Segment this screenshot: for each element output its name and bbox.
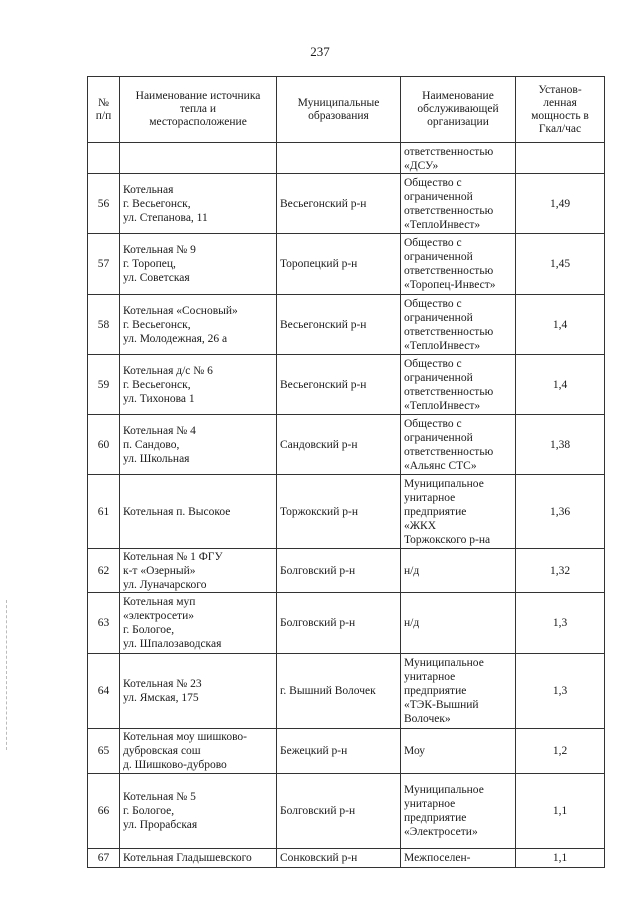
- capacity-cell: 1,38: [516, 415, 605, 475]
- heat-source-line: ул. Прорабская: [123, 819, 198, 831]
- organization-line: «Торопец-Инвест»: [404, 279, 496, 291]
- organization-line: Торжокского р-на: [404, 533, 491, 546]
- scan-margin-marks: [6, 600, 9, 750]
- organization-line: н/д: [404, 564, 420, 577]
- header-line: Наименование источника: [135, 90, 261, 102]
- organization-line: «ЖКХ: [404, 519, 437, 532]
- municipality-cell: Болговский р-н: [277, 774, 401, 849]
- row-number: 56: [88, 174, 120, 234]
- municipality-cell: Весьегонский р-н: [277, 174, 401, 234]
- heat-source-cell: [120, 143, 277, 174]
- organization-line: Моу: [404, 745, 426, 757]
- table-row: [88, 654, 605, 729]
- municipality-cell: г. Вышний Волочек: [277, 654, 401, 729]
- organization-line: предприятие: [404, 505, 467, 518]
- row-number: 65: [88, 729, 120, 774]
- row-number: 62: [88, 549, 120, 593]
- organization-line: унитарное: [404, 671, 456, 683]
- heat-source-cell: [120, 849, 277, 868]
- organization-line: ограниченной: [404, 190, 473, 203]
- organization-line: «ТеплоИнвест»: [404, 399, 481, 412]
- heat-source-line: Котельная № 5: [123, 791, 196, 803]
- capacity-cell: 1,32: [516, 549, 605, 593]
- heat-source-cell: [120, 174, 277, 234]
- heat-source-cell: [120, 234, 277, 295]
- heat-source-line: г. Весьегонск,: [123, 197, 191, 210]
- organization-line: Муниципальное: [404, 477, 484, 490]
- organization-line: ответственностью: [404, 325, 494, 338]
- municipality-cell: Бежецкий р-н: [277, 729, 401, 774]
- heat-source-line: Котельная Гладышевского: [123, 852, 252, 864]
- heat-source-cell: [120, 295, 277, 355]
- header-line: Гкал/час: [538, 122, 582, 135]
- row-number: 58: [88, 295, 120, 355]
- organization-cell: [401, 475, 516, 549]
- table-row: [88, 549, 605, 593]
- heat-source-line: «электросети»: [123, 610, 194, 622]
- organization-line: ответственностью: [404, 265, 494, 277]
- header-capacity: [516, 77, 605, 143]
- table-header-row: [88, 77, 605, 143]
- header-line: Муниципальные: [297, 96, 380, 109]
- organization-line: ответственностью: [404, 445, 494, 458]
- organization-line: Волочек»: [404, 713, 451, 725]
- row-number: 57: [88, 234, 120, 295]
- header-line: Установ-: [538, 83, 582, 96]
- row-number: 67: [88, 849, 120, 868]
- row-number: 64: [88, 654, 120, 729]
- heat-source-line: Котельная муп: [123, 596, 196, 608]
- organization-line: «ТеплоИнвест»: [404, 218, 481, 231]
- table-row: [88, 849, 605, 868]
- capacity-cell: 1,4: [516, 355, 605, 415]
- heat-source-line: ул. Советская: [123, 272, 190, 284]
- row-number: 63: [88, 593, 120, 654]
- organization-cell: [401, 549, 516, 593]
- heat-source-line: п. Сандово,: [123, 438, 180, 451]
- table-row: [88, 143, 605, 174]
- header-line: месторасположение: [149, 116, 247, 128]
- organization-line: Муниципальное: [404, 657, 484, 669]
- organization-cell: [401, 654, 516, 729]
- municipality-cell: Торопецкий р-н: [277, 234, 401, 295]
- heat-source-line: ул. Ямская, 175: [123, 692, 199, 704]
- heat-source-line: ул. Молодежная, 26 а: [123, 332, 228, 345]
- capacity-cell: 1,1: [516, 774, 605, 849]
- organization-line: ответственностью: [404, 204, 494, 217]
- organization-line: «ТеплоИнвест»: [404, 339, 481, 352]
- table-row: [88, 174, 605, 234]
- heat-source-cell: [120, 729, 277, 774]
- organization-line: «Электросети»: [404, 826, 478, 838]
- organization-cell: [401, 415, 516, 475]
- heat-source-line: г. Бологое,: [123, 624, 175, 636]
- municipality-cell: Весьегонский р-н: [277, 295, 401, 355]
- organization-line: ответственностью: [404, 385, 494, 398]
- heat-source-cell: [120, 654, 277, 729]
- row-number: [88, 143, 120, 174]
- organization-line: унитарное: [404, 491, 456, 504]
- organization-cell: [401, 295, 516, 355]
- heat-source-line: д. Шишково-дуброво: [123, 759, 227, 771]
- organization-line: Межпоселен-: [404, 852, 471, 864]
- header-municipality: [277, 77, 401, 143]
- row-number: 66: [88, 774, 120, 849]
- heat-source-cell: [120, 355, 277, 415]
- organization-line: ответственностью: [404, 146, 494, 158]
- capacity-cell: 1,1: [516, 849, 605, 868]
- table-row: [88, 774, 605, 849]
- organization-line: Общество с: [404, 176, 462, 189]
- organization-cell: [401, 143, 516, 174]
- heat-source-line: ул. Школьная: [123, 452, 190, 465]
- page-number: 237: [310, 44, 330, 59]
- municipality-cell: Сандовский р-н: [277, 415, 401, 475]
- municipality-cell: [277, 143, 401, 174]
- heat-source-line: Котельная № 9: [123, 244, 196, 256]
- table-row: [88, 593, 605, 654]
- header-line: мощность в: [531, 109, 589, 122]
- organization-line: ограниченной: [404, 251, 473, 263]
- heat-source-line: г. Весьегонск,: [123, 378, 191, 391]
- heat-source-line: г. Весьегонск,: [123, 318, 191, 331]
- table-row: [88, 355, 605, 415]
- organization-line: ограниченной: [404, 371, 473, 384]
- heat-source-line: Котельная моу шишково-: [123, 731, 247, 743]
- header-line: образования: [308, 109, 369, 122]
- organization-cell: [401, 174, 516, 234]
- organization-line: н/д: [404, 617, 420, 629]
- heat-source-line: дубровская сош: [123, 745, 201, 757]
- heat-source-line: к-т «Озерный»: [123, 564, 196, 577]
- capacity-cell: 1,45: [516, 234, 605, 295]
- table-row: [88, 234, 605, 295]
- header-num: [88, 77, 120, 143]
- row-number: 61: [88, 475, 120, 549]
- header-line: ленная: [543, 96, 577, 109]
- heat-source-line: Котельная: [123, 183, 174, 196]
- heat-source-line: Котельная д/с № 6: [123, 364, 213, 377]
- capacity-cell: 1,4: [516, 295, 605, 355]
- organization-line: «ТЭК-Вышний: [404, 699, 479, 711]
- heat-source-line: ул. Луначарского: [123, 578, 207, 591]
- organization-line: унитарное: [404, 798, 456, 810]
- heat-source-cell: [120, 593, 277, 654]
- heat-sources-table: [87, 76, 605, 868]
- organization-cell: [401, 774, 516, 849]
- municipality-cell: Болговский р-н: [277, 549, 401, 593]
- heat-source-cell: [120, 415, 277, 475]
- organization-line: Общество с: [404, 297, 462, 310]
- organization-cell: [401, 849, 516, 868]
- organization-line: предприятие: [404, 812, 467, 824]
- table-row: [88, 415, 605, 475]
- organization-line: «Альянс СТС»: [404, 459, 477, 472]
- heat-source-line: ул. Степанова, 11: [123, 211, 208, 224]
- row-number: 60: [88, 415, 120, 475]
- organization-cell: [401, 355, 516, 415]
- organization-line: ограниченной: [404, 431, 473, 444]
- header-line: обслуживающей: [417, 103, 499, 115]
- organization-line: Общество с: [404, 237, 462, 249]
- organization-line: предприятие: [404, 685, 467, 697]
- capacity-cell: [516, 143, 605, 174]
- organization-line: «ДСУ»: [404, 160, 439, 172]
- municipality-cell: Торжокский р-н: [277, 475, 401, 549]
- header-line: тепла и: [179, 103, 217, 115]
- organization-cell: [401, 593, 516, 654]
- heat-source-line: г. Торопец,: [123, 258, 176, 270]
- header-line: №: [98, 96, 109, 109]
- header-line: п/п: [95, 109, 112, 122]
- organization-line: ограниченной: [404, 311, 473, 324]
- heat-source-cell: [120, 774, 277, 849]
- table-row: [88, 295, 605, 355]
- heat-source-line: г. Бологое,: [123, 805, 175, 817]
- capacity-cell: 1,2: [516, 729, 605, 774]
- capacity-cell: 1,49: [516, 174, 605, 234]
- capacity-cell: 1,36: [516, 475, 605, 549]
- heat-source-line: Котельная № 23: [123, 678, 202, 690]
- municipality-cell: Болговский р-н: [277, 593, 401, 654]
- heat-source-cell: [120, 475, 277, 549]
- heat-source-line: Котельная № 4: [123, 424, 196, 437]
- capacity-cell: 1,3: [516, 593, 605, 654]
- heat-source-line: Котельная № 1 ФГУ: [123, 550, 223, 563]
- heat-source-line: Котельная «Сосновый»: [123, 304, 238, 317]
- table-row: [88, 475, 605, 549]
- organization-cell: [401, 729, 516, 774]
- organization-cell: [401, 234, 516, 295]
- organization-line: Муниципальное: [404, 784, 484, 796]
- table-row: [88, 729, 605, 774]
- header-organization: [401, 77, 516, 143]
- municipality-cell: Сонковский р-н: [277, 849, 401, 868]
- heat-source-cell: [120, 549, 277, 593]
- organization-line: Общество с: [404, 357, 462, 370]
- municipality-cell: Весьегонский р-н: [277, 355, 401, 415]
- heat-source-line: Котельная п. Высокое: [123, 505, 231, 518]
- header-source: [120, 77, 277, 143]
- organization-line: Общество с: [404, 417, 462, 430]
- heat-source-line: ул. Шпалозаводская: [123, 638, 222, 650]
- capacity-cell: 1,3: [516, 654, 605, 729]
- header-line: Наименование: [422, 90, 494, 102]
- heat-source-line: ул. Тихонова 1: [123, 392, 195, 405]
- row-number: 59: [88, 355, 120, 415]
- header-line: организации: [427, 116, 489, 128]
